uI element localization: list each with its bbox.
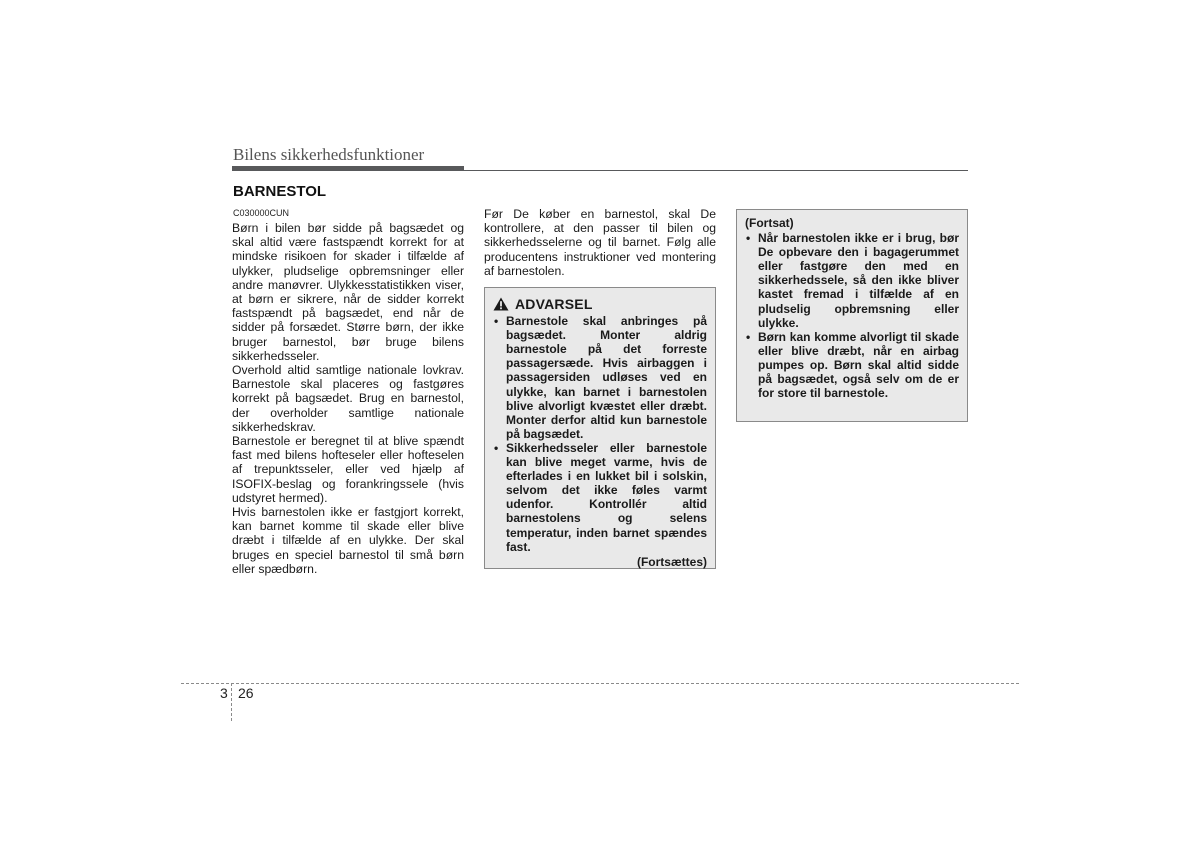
warning-title: ADVARSEL [515,296,593,312]
body-paragraph: Børn i bilen bør sidde på bagsædet og skal altid være fastspændt korrekt for at mindske risikoen for skader i tilfælde af ulykker, pludselige opbremsninger eller andre manøvrer. Ulykkesstatistikken viser, at børn er sikrere, når de sidder korrekt fastspændt på bagsædet, end når de sidder på forsædet. Større børn, der ikke bruger barnestol, bør bruge bilens sikkerhedsseler. [232,221,464,363]
page-number: 26 [238,685,254,701]
warning-continued-box [736,209,968,422]
warning-triangle-icon [493,297,509,311]
footer-vertical-divider [231,683,232,721]
warning-box [484,287,716,569]
warning-item: • Når barnestolen ikke er i brug, bør De opbevare den i bagagerummet eller fastgøre den med en sikkerhedssele, så den ikke bliver kastet fremad i tilfælde af en pludselig opbremsning eller ulykke. [745,231,959,330]
warning-list [493,314,707,554]
continued-label: (Fortsættes) [636,554,707,569]
header-rule [464,170,968,171]
chapter-number: 3 [220,685,228,701]
section-header-title: Bilens sikkerhedsfunktioner [233,145,425,164]
section-heading: BARNESTOL [233,183,327,200]
warning-item: • Sikkerhedsseler eller barnestole kan blive meget varme, hvis de efterlades i en lukket bil i solskin, selvom det ikke føles varmt udenfor. Kontrollér altid barnestolens og selens temperatur, inden barnet spændes fast. [493,441,707,554]
continued-from-label: (Fortsat) [745,216,794,230]
body-column-left [232,221,464,576]
warning-item: • Børn kan komme alvorligt til skade eller blive dræbt, når en airbag pumpes op. Børn skal altid sidde på bagsædet, også selv om de er for store til barnestole. [745,330,959,400]
body-paragraph: Barnestole er beregnet til at blive spændt fast med bilens hofteseler eller hofteselen af trepunktsseler, eller ved hjælp af ISOFIX-beslag og forankringssele (hvis udstyret hermed). [232,434,464,505]
warning-header [493,297,707,311]
header-bar [232,166,464,171]
warning-continued-list [745,231,959,400]
footer-divider [181,683,1019,684]
body-column-middle [484,207,716,278]
intro-paragraph: Før De køber en barnestol, skal De kontrollere, at den passer til bilen og sikkerhedsselerne og til barnet. Følg alle producentens instruktioner ved montering af barnestolen. [484,207,716,278]
section-code: C030000CUN [233,208,290,218]
warning-item: • Barnestole skal anbringes på bagsædet. Monter aldrig barnestole på det forreste passagersæde. Hvis airbaggen i passagersiden udløses ved en ulykke, kan barnet i barnestolen blive alvorligt kvæstet eller dræbt. Monter derfor altid kun barnestole på bagsædet. [493,314,707,441]
body-paragraph: Overhold altid samtlige nationale lovkrav. Barnestole skal placeres og fastgøres korrekt på bagsædet. Brug en barnestol, der overholder samtlige nationale sikkerhedskrav. [232,363,464,434]
body-paragraph: Hvis barnestolen ikke er fastgjort korrekt, kan barnet komme til skade eller blive dræbt i tilfælde af en ulykke. Der skal bruges en speciel barnestol til små børn eller spædbørn. [232,505,464,576]
